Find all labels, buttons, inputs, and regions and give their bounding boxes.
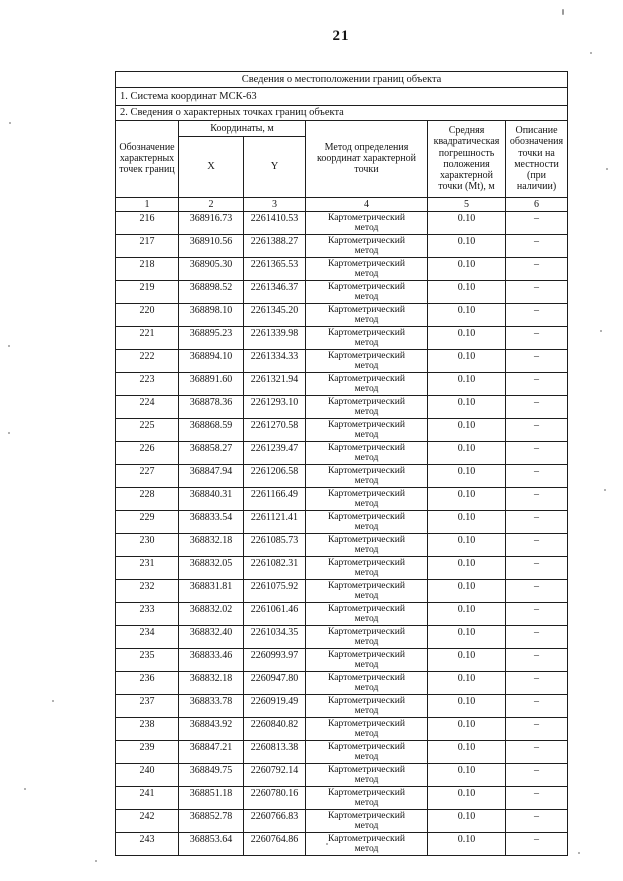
error-cell: 0.10 bbox=[428, 740, 506, 763]
coord-y-cell: 2260919.49 bbox=[244, 694, 306, 717]
points-section-label: 2. Сведения о характерных точках границ объекта bbox=[116, 106, 568, 121]
method-cell: Картометрический метод bbox=[306, 418, 428, 441]
table-row bbox=[116, 579, 568, 602]
method-cell: Картометрический метод bbox=[306, 786, 428, 809]
point-number-cell: 230 bbox=[116, 533, 179, 556]
error-cell: 0.10 bbox=[428, 464, 506, 487]
point-number-cell: 239 bbox=[116, 740, 179, 763]
table-row bbox=[116, 625, 568, 648]
coord-x-cell: 368833.78 bbox=[179, 694, 244, 717]
point-number-cell: 227 bbox=[116, 464, 179, 487]
error-cell: 0.10 bbox=[428, 671, 506, 694]
error-cell: 0.10 bbox=[428, 211, 506, 234]
method-cell: Картометрический метод bbox=[306, 579, 428, 602]
table-row bbox=[116, 648, 568, 671]
method-cell: Картометрический метод bbox=[306, 326, 428, 349]
error-cell: 0.10 bbox=[428, 602, 506, 625]
scan-speck bbox=[590, 52, 592, 54]
table-row bbox=[116, 671, 568, 694]
table-title-row bbox=[116, 72, 568, 88]
error-cell: 0.10 bbox=[428, 487, 506, 510]
coord-x-cell: 368849.75 bbox=[179, 763, 244, 786]
point-number-cell: 219 bbox=[116, 280, 179, 303]
table-row bbox=[116, 487, 568, 510]
scan-speck bbox=[326, 843, 328, 845]
points-tbody bbox=[116, 211, 568, 855]
coord-x-cell: 368858.27 bbox=[179, 441, 244, 464]
point-number-cell: 218 bbox=[116, 257, 179, 280]
header-description: Описание обозначения точки на местности (при наличии) bbox=[506, 120, 568, 197]
point-number-cell: 236 bbox=[116, 671, 179, 694]
point-number-cell: 242 bbox=[116, 809, 179, 832]
method-cell: Картометрический метод bbox=[306, 211, 428, 234]
table-row bbox=[116, 694, 568, 717]
table-row bbox=[116, 303, 568, 326]
coord-y-cell: 2261365.53 bbox=[244, 257, 306, 280]
description-cell: – bbox=[506, 464, 568, 487]
point-number-cell: 229 bbox=[116, 510, 179, 533]
method-cell: Картометрический метод bbox=[306, 556, 428, 579]
point-number-cell: 240 bbox=[116, 763, 179, 786]
table-row bbox=[116, 717, 568, 740]
table-row bbox=[116, 372, 568, 395]
coord-x-cell: 368895.23 bbox=[179, 326, 244, 349]
point-number-cell: 231 bbox=[116, 556, 179, 579]
boundary-points-table bbox=[115, 71, 568, 856]
method-cell: Картометрический метод bbox=[306, 694, 428, 717]
point-number-cell: 220 bbox=[116, 303, 179, 326]
method-cell: Картометрический метод bbox=[306, 372, 428, 395]
method-cell: Картометрический метод bbox=[306, 533, 428, 556]
description-cell: – bbox=[506, 579, 568, 602]
coord-x-cell: 368916.73 bbox=[179, 211, 244, 234]
error-cell: 0.10 bbox=[428, 533, 506, 556]
description-cell: – bbox=[506, 694, 568, 717]
method-cell: Картометрический метод bbox=[306, 395, 428, 418]
coord-y-cell: 2261206.58 bbox=[244, 464, 306, 487]
error-cell: 0.10 bbox=[428, 694, 506, 717]
coord-y-cell: 2261270.58 bbox=[244, 418, 306, 441]
point-number-cell: 225 bbox=[116, 418, 179, 441]
description-cell: – bbox=[506, 418, 568, 441]
header-coordinates-group: Координаты, м bbox=[179, 120, 306, 136]
method-cell: Картометрический метод bbox=[306, 740, 428, 763]
error-cell: 0.10 bbox=[428, 510, 506, 533]
error-cell: 0.10 bbox=[428, 556, 506, 579]
coord-y-cell: 2261388.27 bbox=[244, 234, 306, 257]
coord-y-cell: 2261121.41 bbox=[244, 510, 306, 533]
scan-speck bbox=[578, 852, 580, 854]
error-cell: 0.10 bbox=[428, 648, 506, 671]
point-number-cell: 243 bbox=[116, 832, 179, 855]
coord-x-cell: 368847.21 bbox=[179, 740, 244, 763]
description-cell: – bbox=[506, 602, 568, 625]
description-cell: – bbox=[506, 533, 568, 556]
scan-speck bbox=[8, 345, 10, 347]
point-number-cell: 222 bbox=[116, 349, 179, 372]
coord-y-cell: 2261339.98 bbox=[244, 326, 306, 349]
error-cell: 0.10 bbox=[428, 809, 506, 832]
coord-x-cell: 368878.36 bbox=[179, 395, 244, 418]
method-cell: Картометрический метод bbox=[306, 648, 428, 671]
header-row-top bbox=[116, 120, 568, 136]
point-number-cell: 235 bbox=[116, 648, 179, 671]
scan-speck bbox=[562, 9, 564, 15]
coord-y-cell: 2260792.14 bbox=[244, 763, 306, 786]
error-cell: 0.10 bbox=[428, 717, 506, 740]
table-row bbox=[116, 510, 568, 533]
description-cell: – bbox=[506, 671, 568, 694]
header-error: Средняя квадратическая погрешность положения характерной точки (Mt), м bbox=[428, 120, 506, 197]
table-row bbox=[116, 763, 568, 786]
coord-x-cell: 368843.92 bbox=[179, 717, 244, 740]
error-cell: 0.10 bbox=[428, 625, 506, 648]
error-cell: 0.10 bbox=[428, 763, 506, 786]
column-number-2: 2 bbox=[179, 197, 244, 211]
table-row bbox=[116, 234, 568, 257]
coord-y-cell: 2261345.20 bbox=[244, 303, 306, 326]
error-cell: 0.10 bbox=[428, 395, 506, 418]
coord-y-cell: 2260947.80 bbox=[244, 671, 306, 694]
table-row bbox=[116, 556, 568, 579]
point-number-cell: 217 bbox=[116, 234, 179, 257]
table-row bbox=[116, 533, 568, 556]
point-number-cell: 234 bbox=[116, 625, 179, 648]
table-row bbox=[116, 809, 568, 832]
error-cell: 0.10 bbox=[428, 303, 506, 326]
description-cell: – bbox=[506, 257, 568, 280]
boundary-points-table-wrap bbox=[115, 71, 567, 856]
coord-x-cell: 368840.31 bbox=[179, 487, 244, 510]
coord-x-cell: 368852.78 bbox=[179, 809, 244, 832]
column-number-5: 5 bbox=[428, 197, 506, 211]
table-row bbox=[116, 280, 568, 303]
header-designation: Обозначение характерных точек границ bbox=[116, 120, 179, 197]
point-number-cell: 237 bbox=[116, 694, 179, 717]
method-cell: Картометрический метод bbox=[306, 464, 428, 487]
coord-x-cell: 368832.05 bbox=[179, 556, 244, 579]
table-row bbox=[116, 602, 568, 625]
point-number-cell: 241 bbox=[116, 786, 179, 809]
points-section-row bbox=[116, 106, 568, 121]
method-cell: Картометрический метод bbox=[306, 487, 428, 510]
coord-y-cell: 2261239.47 bbox=[244, 441, 306, 464]
point-number-cell: 224 bbox=[116, 395, 179, 418]
header-y: Y bbox=[244, 136, 306, 197]
error-cell: 0.10 bbox=[428, 372, 506, 395]
scan-speck bbox=[606, 168, 608, 170]
coord-y-cell: 2261293.10 bbox=[244, 395, 306, 418]
error-cell: 0.10 bbox=[428, 280, 506, 303]
scan-speck bbox=[95, 860, 97, 862]
method-cell: Картометрический метод bbox=[306, 602, 428, 625]
coord-y-cell: 2260993.97 bbox=[244, 648, 306, 671]
error-cell: 0.10 bbox=[428, 418, 506, 441]
table-row bbox=[116, 441, 568, 464]
coord-y-cell: 2261034.35 bbox=[244, 625, 306, 648]
description-cell: – bbox=[506, 740, 568, 763]
description-cell: – bbox=[506, 395, 568, 418]
coord-x-cell: 368891.60 bbox=[179, 372, 244, 395]
header-method: Метод определения координат характерной точки bbox=[306, 120, 428, 197]
coord-y-cell: 2260766.83 bbox=[244, 809, 306, 832]
method-cell: Картометрический метод bbox=[306, 234, 428, 257]
column-number-3: 3 bbox=[244, 197, 306, 211]
scan-speck bbox=[8, 432, 10, 434]
scan-speck bbox=[9, 122, 11, 124]
description-cell: – bbox=[506, 809, 568, 832]
coord-y-cell: 2260813.38 bbox=[244, 740, 306, 763]
description-cell: – bbox=[506, 349, 568, 372]
coord-y-cell: 2261410.53 bbox=[244, 211, 306, 234]
method-cell: Картометрический метод bbox=[306, 257, 428, 280]
coord-y-cell: 2261075.92 bbox=[244, 579, 306, 602]
coord-x-cell: 368898.10 bbox=[179, 303, 244, 326]
table-row bbox=[116, 395, 568, 418]
coord-x-cell: 368868.59 bbox=[179, 418, 244, 441]
description-cell: – bbox=[506, 303, 568, 326]
point-number-cell: 238 bbox=[116, 717, 179, 740]
description-cell: – bbox=[506, 625, 568, 648]
column-number-4: 4 bbox=[306, 197, 428, 211]
point-number-cell: 226 bbox=[116, 441, 179, 464]
coord-y-cell: 2260840.82 bbox=[244, 717, 306, 740]
coordinate-system-label: 1. Система координат МСК-63 bbox=[116, 88, 568, 106]
method-cell: Картометрический метод bbox=[306, 441, 428, 464]
scan-speck bbox=[600, 330, 602, 332]
error-cell: 0.10 bbox=[428, 234, 506, 257]
table-row bbox=[116, 786, 568, 809]
coord-x-cell: 368898.52 bbox=[179, 280, 244, 303]
point-number-cell: 233 bbox=[116, 602, 179, 625]
table-row bbox=[116, 211, 568, 234]
coord-y-cell: 2260780.16 bbox=[244, 786, 306, 809]
scan-speck bbox=[52, 700, 54, 702]
error-cell: 0.10 bbox=[428, 349, 506, 372]
coord-x-cell: 368833.46 bbox=[179, 648, 244, 671]
error-cell: 0.10 bbox=[428, 326, 506, 349]
coord-y-cell: 2261061.46 bbox=[244, 602, 306, 625]
method-cell: Картометрический метод bbox=[306, 671, 428, 694]
coordinate-system-row bbox=[116, 88, 568, 106]
coord-x-cell: 368833.54 bbox=[179, 510, 244, 533]
description-cell: – bbox=[506, 648, 568, 671]
coord-x-cell: 368853.64 bbox=[179, 832, 244, 855]
header-x: X bbox=[179, 136, 244, 197]
table-row bbox=[116, 740, 568, 763]
coord-x-cell: 368832.40 bbox=[179, 625, 244, 648]
error-cell: 0.10 bbox=[428, 441, 506, 464]
description-cell: – bbox=[506, 326, 568, 349]
point-number-cell: 228 bbox=[116, 487, 179, 510]
table-title: Сведения о местоположении границ объекта bbox=[116, 72, 568, 88]
method-cell: Картометрический метод bbox=[306, 280, 428, 303]
method-cell: Картометрический метод bbox=[306, 303, 428, 326]
method-cell: Картометрический метод bbox=[306, 349, 428, 372]
description-cell: – bbox=[506, 763, 568, 786]
method-cell: Картометрический метод bbox=[306, 510, 428, 533]
description-cell: – bbox=[506, 234, 568, 257]
coord-x-cell: 368831.81 bbox=[179, 579, 244, 602]
coord-x-cell: 368851.18 bbox=[179, 786, 244, 809]
coord-x-cell: 368905.30 bbox=[179, 257, 244, 280]
table-row bbox=[116, 257, 568, 280]
table-row bbox=[116, 349, 568, 372]
coord-y-cell: 2261082.31 bbox=[244, 556, 306, 579]
description-cell: – bbox=[506, 211, 568, 234]
point-number-cell: 223 bbox=[116, 372, 179, 395]
coord-x-cell: 368832.18 bbox=[179, 671, 244, 694]
coord-x-cell: 368847.94 bbox=[179, 464, 244, 487]
error-cell: 0.10 bbox=[428, 257, 506, 280]
description-cell: – bbox=[506, 280, 568, 303]
error-cell: 0.10 bbox=[428, 832, 506, 855]
scan-speck bbox=[604, 489, 606, 491]
method-cell: Картометрический метод bbox=[306, 763, 428, 786]
coord-x-cell: 368894.10 bbox=[179, 349, 244, 372]
description-cell: – bbox=[506, 832, 568, 855]
error-cell: 0.10 bbox=[428, 786, 506, 809]
table-row bbox=[116, 418, 568, 441]
table-row bbox=[116, 326, 568, 349]
description-cell: – bbox=[506, 510, 568, 533]
column-number-1: 1 bbox=[116, 197, 179, 211]
coord-y-cell: 2261085.73 bbox=[244, 533, 306, 556]
description-cell: – bbox=[506, 441, 568, 464]
column-number-row bbox=[116, 197, 568, 211]
coord-x-cell: 368832.18 bbox=[179, 533, 244, 556]
point-number-cell: 216 bbox=[116, 211, 179, 234]
column-number-6: 6 bbox=[506, 197, 568, 211]
coord-y-cell: 2261321.94 bbox=[244, 372, 306, 395]
scan-speck bbox=[24, 788, 26, 790]
method-cell: Картометрический метод bbox=[306, 832, 428, 855]
coord-y-cell: 2261166.49 bbox=[244, 487, 306, 510]
method-cell: Картометрический метод bbox=[306, 625, 428, 648]
coord-y-cell: 2261346.37 bbox=[244, 280, 306, 303]
description-cell: – bbox=[506, 717, 568, 740]
table-row bbox=[116, 464, 568, 487]
method-cell: Картометрический метод bbox=[306, 809, 428, 832]
description-cell: – bbox=[506, 786, 568, 809]
table-row bbox=[116, 832, 568, 855]
error-cell: 0.10 bbox=[428, 579, 506, 602]
description-cell: – bbox=[506, 556, 568, 579]
coord-x-cell: 368910.56 bbox=[179, 234, 244, 257]
page-number: 21 bbox=[332, 28, 350, 44]
point-number-cell: 232 bbox=[116, 579, 179, 602]
coord-y-cell: 2261334.33 bbox=[244, 349, 306, 372]
description-cell: – bbox=[506, 487, 568, 510]
point-number-cell: 221 bbox=[116, 326, 179, 349]
coord-x-cell: 368832.02 bbox=[179, 602, 244, 625]
coord-y-cell: 2260764.86 bbox=[244, 832, 306, 855]
description-cell: – bbox=[506, 372, 568, 395]
method-cell: Картометрический метод bbox=[306, 717, 428, 740]
